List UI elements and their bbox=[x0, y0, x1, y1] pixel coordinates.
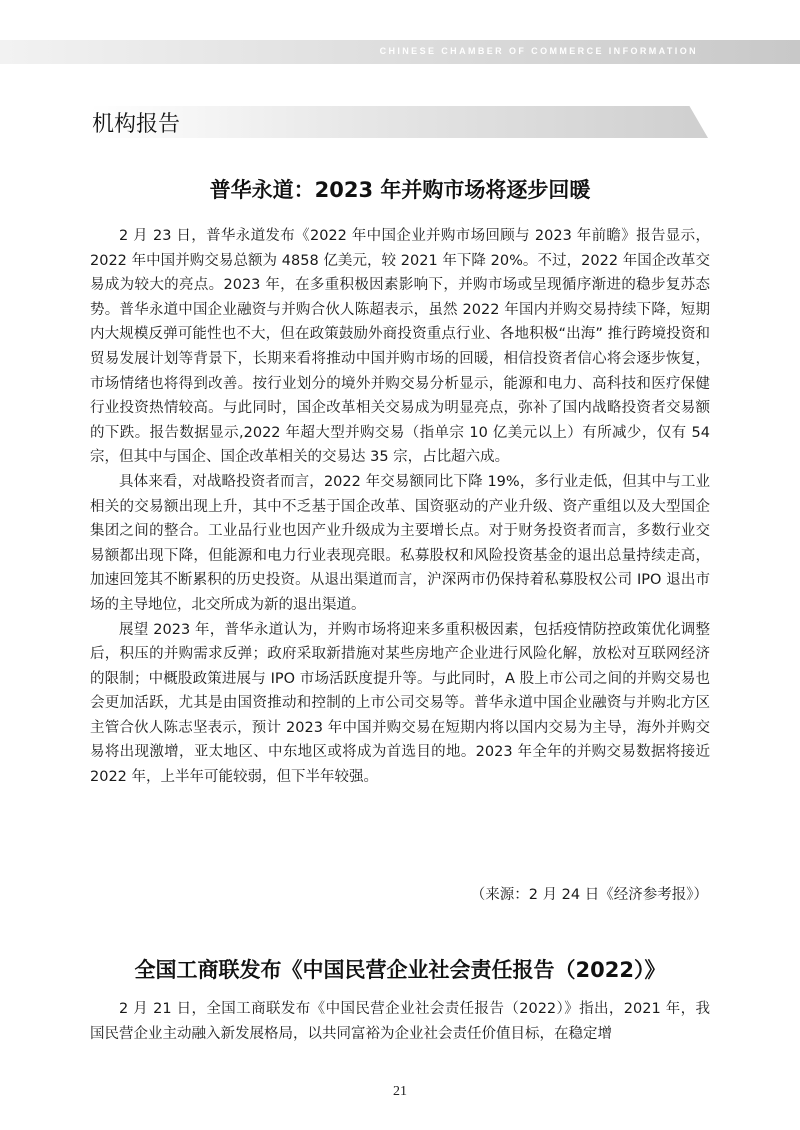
paragraph: 具体来看，对战略投资者而言，2022 年交易额同比下降 19%，多行业走低，但其中与工业相关的交易额出现上升，其中不乏基于国企改革、国资驱动的产业升级、资产重组以及大型国企集团之间的整合。工业品行业也因产业升级成为主要增长点。对于财务投资者而言，多数行业交易额都出现下降，但能源和电力行业表现亮眼。私募股权和风险投资基金的退出总量持续走高，加速回笼其不断累积的历史投资。从退出渠道而言，沪深两市仍保持着私募股权公司 IPO 退出市场的主导地位，北交所成为新的退出渠道。 bbox=[90, 473, 710, 613]
section-title: 机构报告 bbox=[92, 112, 181, 137]
section-heading-bar bbox=[90, 106, 708, 138]
article-title: 全国工商联发布《中国民营企业社会责任报告（2022）》 bbox=[134, 958, 666, 982]
article-source: （来源：2 月 24 日《经济参考报》） bbox=[470, 887, 708, 903]
publication-banner: CHINESE CHAMBER OF COMMERCE INFORMATION bbox=[379, 46, 698, 56]
paragraph: 2 月 21 日，全国工商联发布《中国民营企业社会责任报告（2022）》指出，2021 年，我国民营企业主动融入新发展格局，以共同富裕为企业社会责任价值目标，在稳定增 bbox=[90, 1001, 710, 1042]
paragraph: 展望 2023 年，普华永道认为，并购市场将迎来多重积极因素，包括疫情防控政策优化调整后，积压的并购需求反弹；政府采取新措施对某些房地产企业进行风险化解，放松对互联网经济的限制；中概股政策进展与 IPO 市场活跃度提升等。与此同时，A 股上市公司之间的并购交易也会更加活跃，尤其是由国资推动和控制的上市公司交易等。普华永道中国企业融资与并购北方区主管合伙人陈志坚表示，预计 2023 年中国并购交易在短期内将以国内交易为主导，海外并购交易将出现激增，亚太地区、中东地区或将成为首选目的地。2023 年全年的并购交易数据将接近 2022 年，上半年可能较弱，但下半年较强。 bbox=[90, 621, 710, 786]
paragraph: 2 月 23 日，普华永道发布《2022 年中国企业并购市场回顾与 2023 年前瞻》报告显示，2022 年中国并购交易总额为 4858 亿美元，较 2021 年下降 20%。不过，2022 年国企改革交易成为较大的亮点。2023 年，在多重积极因素影响下，并购市场或呈现循序渐进的稳步复苏态势。普华永道中国企业融资与并购合伙人陈超表示，虽然 2022 年国内并购交易持续下降，短期内大规模反弹可能性也不大，但在政策鼓励外商投资重点行业、各地积极“出海” 推行跨境投资和贸易发展计划等背景下，长期来看将推动中国并购市场的回暖，相信投资者信心将会逐步恢复，市场情绪也将得到改善。按行业划分的境外并购交易分析显示，能源和电力、高科技和医疗保健行业投资热情较高。与此同时，国企改革相关交易成为明显亮点，弥补了国内战略投资者交易额的下跌。报告数据显示,2022 年超大型并购交易（指单宗 10 亿美元以上）有所减少，仅有 54 宗，但其中与国企、国企改革相关的交易达 35 宗，占比超六成。 bbox=[90, 228, 710, 466]
article-title: 普华永道：2023 年并购市场将逐步回暖 bbox=[209, 178, 591, 202]
page-number: 21 bbox=[393, 1084, 407, 1099]
article-body bbox=[90, 997, 710, 1046]
article-body bbox=[90, 224, 710, 790]
